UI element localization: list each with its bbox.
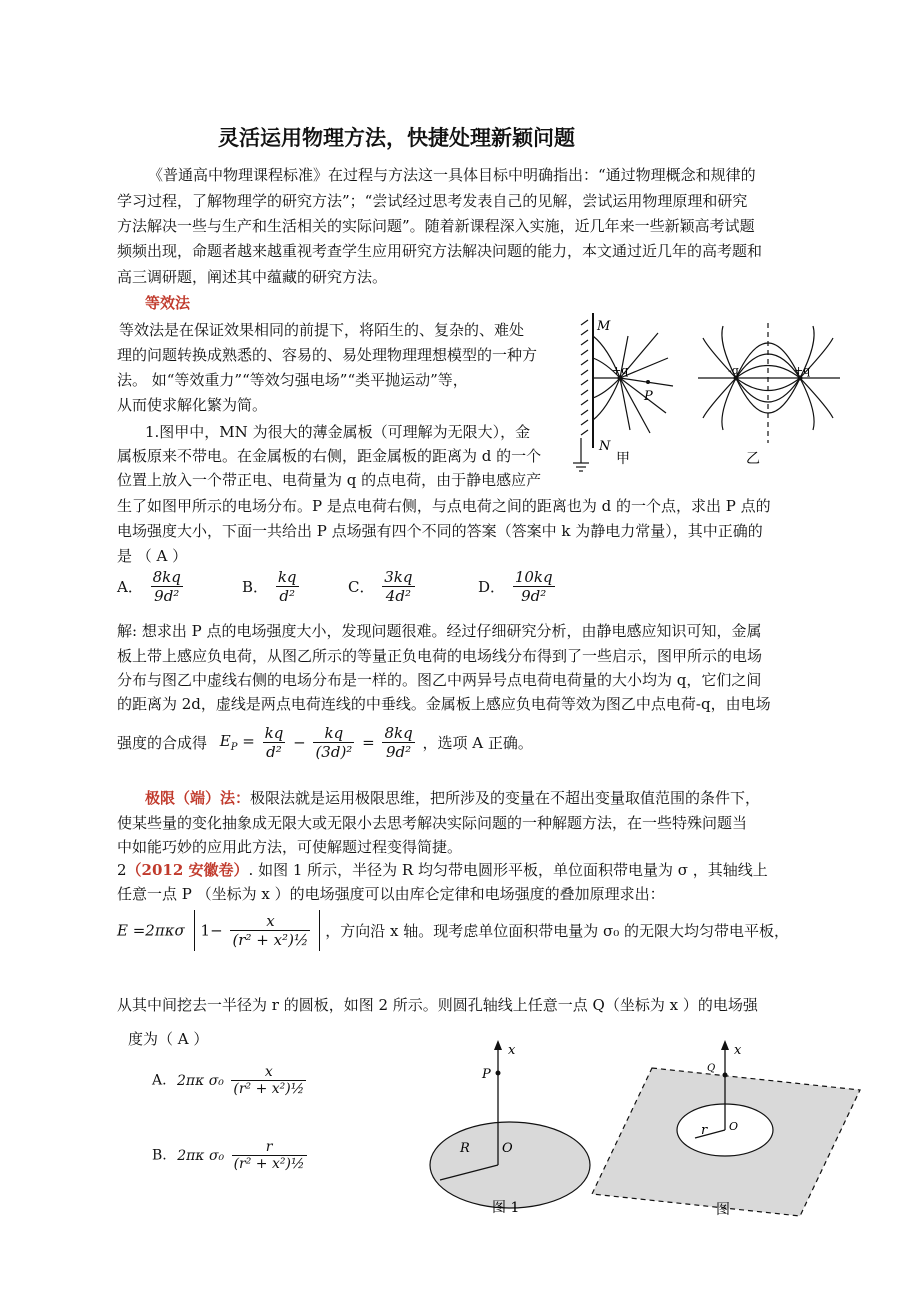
q2-line: 任意一点 P （坐标为 x ）的电场强度可以由库仑定律和电场强度的叠加原理求出： (117, 885, 665, 903)
field-line-figures (568, 308, 868, 478)
section-text: 等效法是在保证效果相同的前提下，将陌生的、复杂的、难处 (119, 321, 525, 339)
figure-1-caption: 图 1 (492, 1200, 520, 1216)
q1-line: 属板原来不带电。在金属板的右侧，距金属板的距离为 d 的一个 (117, 447, 542, 465)
radius-r-label: R (460, 1141, 470, 1156)
q2-line: 2（2012 安徽卷）. 如图 1 所示，半径为 R 均匀带电圆形平板，单位面积带电量为 σ ，其轴线上 (117, 861, 768, 879)
q1-option-d: D． $\frac{10kq}{\text{9d²}}$ (478, 568, 553, 605)
q1-option-a: A． $\frac{8kq}{\text{9d²}}$ (117, 568, 181, 605)
q1-line: 是 （ A ） (117, 547, 188, 565)
solution-formula: 强度的合成得 $E_P$ = $\frac{kq}{\text{d²}}$ − $\frac{kq}{\text{(3d)²}}$ = $\frac{8kq}{\text{9d²}}$ ，选项 A 正确。 (117, 724, 533, 761)
axis-x-label: x (734, 1043, 742, 1058)
fraction: $\frac{x}{\text{(r² + x²)½}}$ (232, 912, 309, 949)
fraction: $\frac{kq}{\text{d²}}$ (264, 724, 284, 761)
figure-jia (573, 313, 673, 471)
q1-line: 电场强度大小，下面一共给出 P 点场强有四个不同的答案（答案中 k 为静电力常量），其中正确的 (117, 522, 763, 540)
section2-line: 极限（端）法：极限法就是运用极限思维，把所涉及的变量在不超出变量取值范围的条件下， (145, 789, 761, 807)
fraction: $\frac{8kq}{\text{9d²}}$ (384, 724, 413, 761)
figure-2-caption: 图 (716, 1202, 730, 1218)
plate-label-m: M (597, 319, 611, 334)
figure-yi (698, 323, 840, 443)
q1-option-b: B． $\frac{kq}{\text{d²}}$ (242, 568, 297, 605)
intro-line: 高三调研题，阐述其中蕴藏的研究方法。 (117, 268, 388, 286)
q2-option-a: A. 2πκ σ₀ $\frac{x}{\text{(r² + x²)½}}$ (152, 1064, 305, 1097)
point-p-label: P (644, 389, 653, 404)
charge-label: +q (794, 364, 811, 377)
origin-o-label: O (502, 1141, 513, 1156)
intro-line: 方法解决一些与生产和生活相关的实际问题”。随着新课程深入实施，近几年来一些新颖高考试题 (117, 217, 755, 235)
q1-line: 位置上放入一个带正电、电荷量为 q 的点电荷，由于静电感应产 (117, 471, 542, 489)
plate-label-n: N (599, 439, 611, 454)
section2-line: 使某些量的变化抽象成无限大或无限小去思考解决实际问题的一种解题方法，在一些特殊问题当 (117, 814, 748, 832)
hole-radius-label: r (701, 1123, 708, 1138)
q1-line: 生了如图甲所示的电场分布。P 是点电荷右侧，与点电荷之间的距离也为 d 的一个点，求出 P 点的 (117, 497, 771, 515)
point-p-label: P (482, 1067, 491, 1082)
charged-disk (430, 1122, 590, 1208)
axis-x-label: x (508, 1043, 516, 1058)
solution-line: 的距离为 2d，虚线是两点电荷连线的中垂线。金属板上感应负电荷等效为图乙中点电荷-q，由电场 (117, 695, 771, 713)
section-heading-equivalence: 等效法 (145, 294, 191, 312)
section-heading-limit: 极限（端）法： (145, 789, 251, 807)
q2-line: 度为（ A ） (128, 1030, 209, 1048)
figure-label-yi: 乙 (746, 451, 760, 467)
point-q-label: Q (707, 1063, 716, 1074)
section-text: 理的问题转换成熟悉的、容易的、易处理物理理想模型的一种方 (117, 346, 538, 364)
intro-line: 《普通高中物理课程标准》在过程与方法这一具体目标中明确指出：“通过物理概念和规律的 (148, 166, 756, 184)
fraction: $\frac{10kq}{\text{9d²}}$ (514, 568, 553, 605)
intro-line: 频频出现，命题者越来越重视考查学生应用研究方法解决问题的能力，本文通过近几年的高考题和 (117, 242, 763, 260)
solution-line: 解: 想求出 P 点的电场强度大小，发现问题很难。经过仔细研究分析，由静电感应知识可知，金属 (117, 622, 762, 640)
intro-line: 学习过程，了解物理学的研究方法”；“尝试经过思考发表自己的见解，尝试运用物理原理和研究 (117, 192, 748, 210)
disk-figures (420, 1030, 880, 1230)
q2-line: 从其中间挖去一半径为 r 的圆板，如图 2 所示。则圆孔轴线上任意一点 Q（坐标为 x ）的电场强 (117, 996, 758, 1014)
figure-label-jia: 甲 (616, 451, 630, 467)
fraction: $\frac{kq}{\text{d²}}$ (277, 568, 297, 605)
page-title: 灵活运用物理方法，快捷处理新颖问题 (218, 126, 575, 150)
q2-source: （2012 安徽卷） (126, 861, 249, 879)
section-text: 法。 如“等效重力”“等效匀强电场”“类平抛运动”等， (117, 371, 468, 389)
charge-label: +q (612, 364, 629, 377)
q1-option-c: C． $\frac{3kq}{\text{4d²}}$ (348, 568, 413, 605)
fraction: $\frac{x}{\text{(r² + x²)½}}$ (233, 1064, 305, 1097)
q2-formula: E =2πκσ 1− $\frac{x}{\text{(r² + x²)½}}$ ，方向沿 x 轴。现考虑单位面积带电量为 σ₀ 的无限大均匀带电平板， (117, 912, 790, 949)
solution-line: 分布与图乙中虚线右侧的电场分布是一样的。图乙中两异号点电荷电荷量的大小均为 q，它们之间 (117, 671, 762, 689)
q1-line: 1.图甲中，MN 为很大的薄金属板（可理解为无限大），金 (145, 423, 531, 441)
q2-option-b: B. 2πκ σ₀ $\frac{r}{\text{(r² + x²)½}}$ (152, 1139, 305, 1172)
formula-lhs: $E_P$ = (219, 732, 255, 753)
fraction: $\frac{3kq}{\text{4d²}}$ (384, 568, 413, 605)
fraction: $\frac{8kq}{\text{9d²}}$ (152, 568, 181, 605)
solution-line: 板上带上感应负电荷，从图乙所示的等量正负电荷的电场线分布得到了一些启示，图甲所示的电场 (117, 647, 763, 665)
section-text: 从而使求解化繁为简。 (117, 396, 268, 414)
section2-line: 中如能巧妙的应用此方法，可使解题过程变得简捷。 (117, 838, 463, 856)
origin-o-label: O (729, 1120, 739, 1133)
fraction: $\frac{kq}{\text{(3d)²}}$ (315, 724, 353, 761)
fraction: $\frac{r}{\text{(r² + x²)½}}$ (233, 1139, 305, 1172)
charge-label: -q (728, 364, 739, 377)
